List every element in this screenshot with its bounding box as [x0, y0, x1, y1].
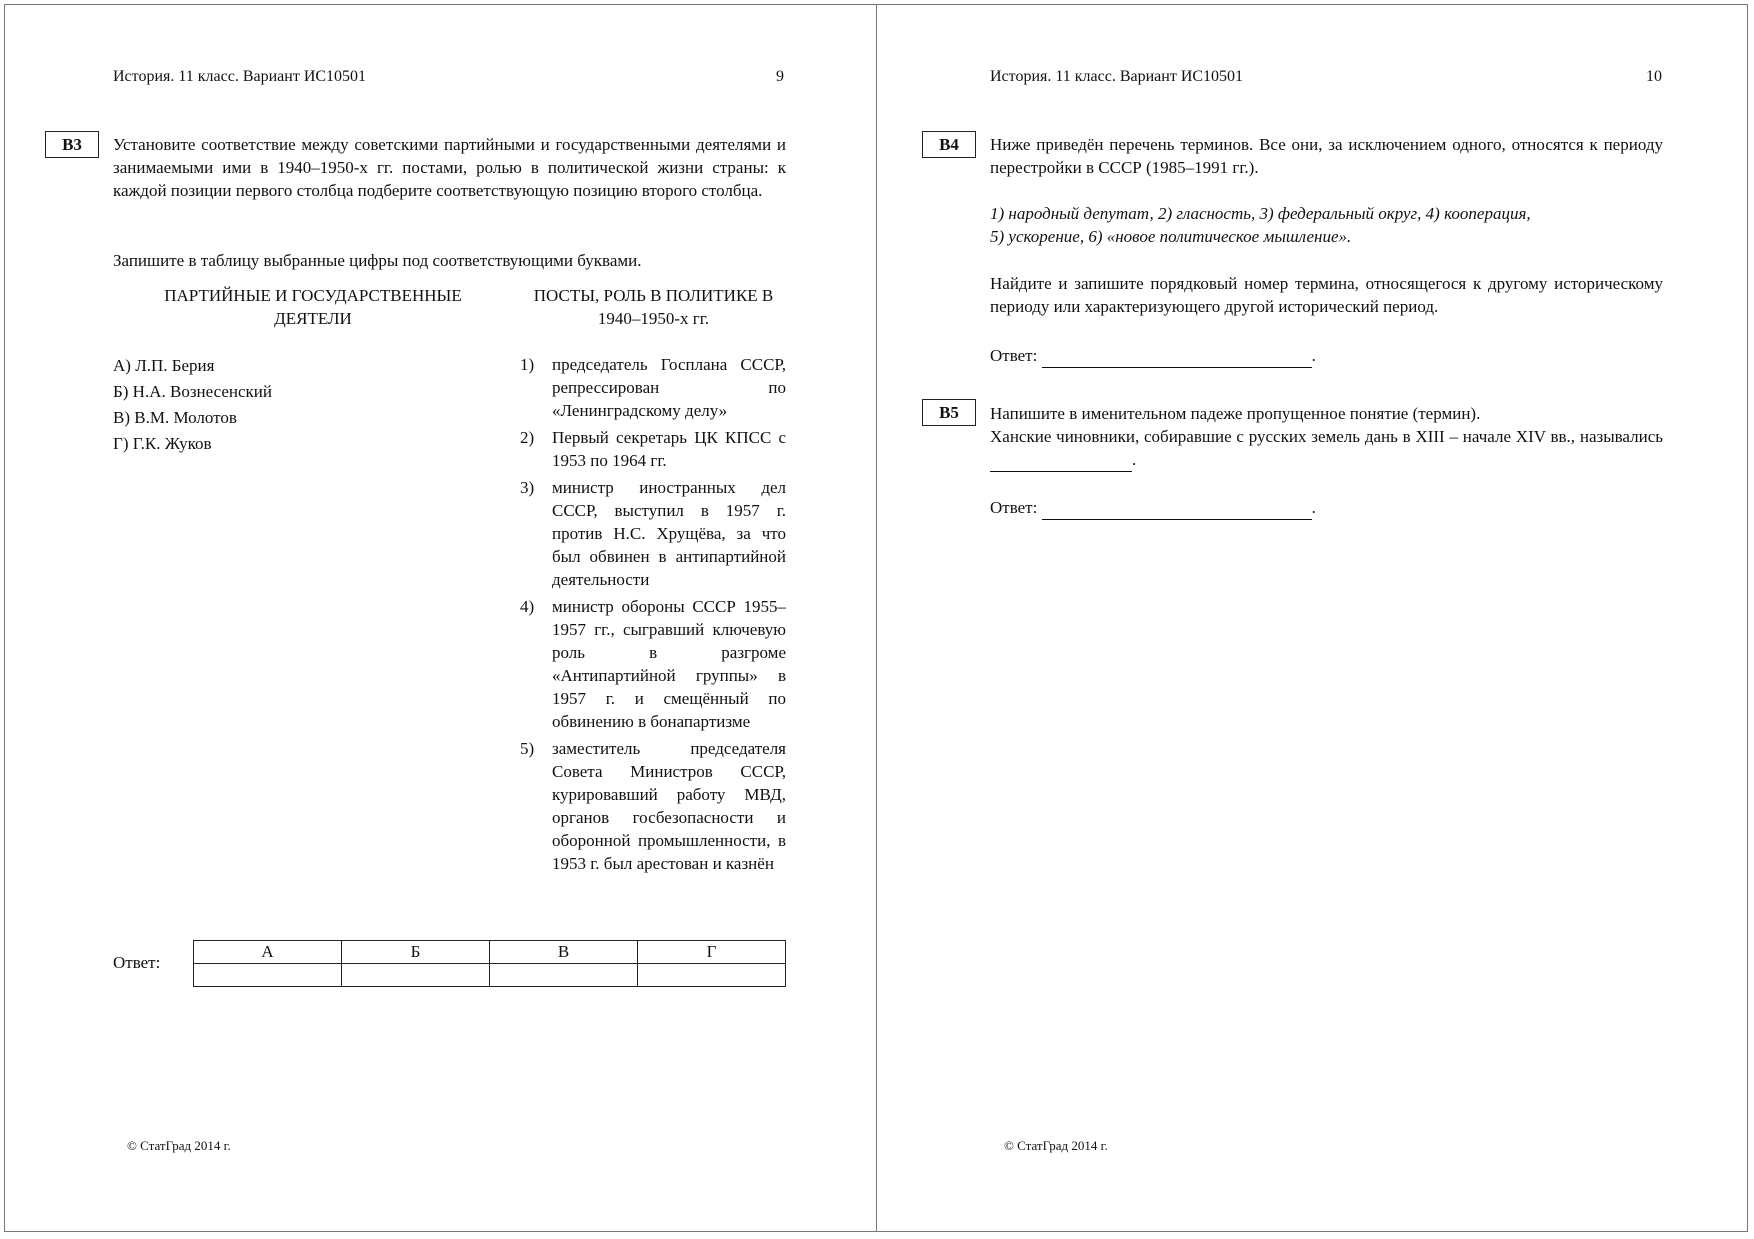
post-item: [520, 595, 786, 733]
answer-label: Ответ:: [990, 498, 1038, 517]
answer-column-header: А: [194, 941, 342, 964]
answer-line[interactable]: [1042, 496, 1312, 520]
figures-list: [113, 353, 272, 457]
post-number: 5): [520, 739, 535, 758]
task-label-b5: B5: [922, 399, 976, 426]
answer-cell[interactable]: [638, 964, 786, 987]
column-heading-posts: ПОСТЫ, РОЛЬ В ПОЛИТИКЕ В 1940–1950-х гг.: [533, 286, 774, 328]
post-text: министр обороны СССР 1955–1957 гг., сыгравший ключевую роль в разгроме «Антипартийной группы» в 1957 г. и смещённый по обвинению в бонапартизме: [552, 597, 786, 731]
terms-line: 1) народный депутат, 2) гласность, 3) федеральный округ, 4) кооперация,: [990, 204, 1531, 223]
figure-item: В) В.М. Молотов: [113, 408, 237, 427]
answer-cell[interactable]: [342, 964, 490, 987]
task-b4-intro: Ниже приведён перечень терминов. Все они, за исключением одного, относятся к периоду перестройки в СССР (1985–1991 гг.).: [990, 135, 1663, 177]
post-text: председатель Госплана СССР, репрессирован по «Ленинградскому делу»: [552, 355, 786, 420]
task-b5-line: Ханские чиновники, собиравшие с русских земель дань в XIII – начале XIV вв., назывались: [990, 427, 1663, 446]
post-item: [520, 426, 786, 472]
page-footer: © СтатГрад 2014 г.: [1004, 1138, 1108, 1153]
task-label-b4: B4: [922, 131, 976, 158]
task-b5-line: Напишите в именительном падеже пропущенное понятие (термин).: [990, 404, 1481, 423]
answer-column-header: Г: [638, 941, 786, 964]
page-header: История. 11 класс. Вариант ИС10501: [113, 68, 367, 85]
task-b4-answer: Ответ: .: [990, 344, 1663, 368]
page-header: История. 11 класс. Вариант ИС10501: [990, 68, 1244, 85]
answer-table: [193, 940, 786, 987]
figure-item: А) Л.П. Берия: [113, 356, 215, 375]
task-b4-terms: [990, 202, 1663, 248]
answer-column-header: В: [490, 941, 638, 964]
answer-column-header: Б: [342, 941, 490, 964]
post-item: [520, 476, 786, 591]
post-text: Первый секретарь ЦК КПСС с 1953 по 1964 гг.: [552, 428, 786, 470]
task-b4-question: Найдите и запишите порядковый номер термина, относящегося к другому историческому периоду или характеризующего другой исторический период.: [990, 274, 1663, 316]
answer-cell[interactable]: [194, 964, 342, 987]
task-b5-answer: Ответ: .: [990, 496, 1663, 520]
post-text: заместитель председателя Совета Министров СССР, курировавший работу МВД, органов госбезопасности и оборонной промышленности, в 1953 г. был арестован и казнён: [552, 739, 786, 873]
terms-line: 5) ускорение, 6) «новое политическое мышление».: [990, 227, 1352, 246]
answer-label: Ответ:: [990, 346, 1038, 365]
post-number: 2): [520, 428, 535, 447]
page-footer: © СтатГрад 2014 г.: [127, 1138, 231, 1153]
post-number: 3): [520, 478, 535, 497]
answer-cell[interactable]: [490, 964, 638, 987]
column-heading-figures: ПАРТИЙНЫЕ И ГОСУДАРСТВЕННЫЕ ДЕЯТЕЛИ: [164, 286, 462, 328]
figure-item: Б) Н.А. Вознесенский: [113, 382, 272, 401]
task-b3-write-instruction: Запишите в таблицу выбранные цифры под соответствующими буквами.: [113, 251, 642, 270]
post-item: [520, 737, 786, 875]
figure-item: Г) Г.К. Жуков: [113, 434, 212, 453]
page-number: 10: [1646, 68, 1662, 85]
post-number: 4): [520, 597, 535, 616]
task-b3-instruction: Установите соответствие между советскими партийными и государственными деятелями и занимаемыми ими в 1940–1950-х гг. постами, ролью в политической жизни страны: к каждой позиции первого столбца подберите соответствующую позицию второго столбца.: [113, 135, 786, 200]
posts-list: [520, 353, 786, 879]
task-b5-question: Ханские чиновники, собиравшие с русских земель дань в XIII – начале XIV вв., назывались .: [990, 425, 1663, 472]
answer-label: Ответ:: [113, 953, 161, 972]
answer-line[interactable]: [1042, 344, 1312, 368]
left-page: [0, 0, 876, 1239]
post-item: [520, 353, 786, 422]
blank-line[interactable]: [990, 448, 1132, 472]
task-label-b3: B3: [45, 131, 99, 158]
post-text: министр иностранных дел СССР, выступил в 1957 г. против Н.С. Хрущёва, за что был обвинен в антипартийной деятельности: [552, 478, 786, 589]
right-page: [877, 0, 1754, 1239]
page-number: 9: [776, 68, 784, 85]
post-number: 1): [520, 355, 535, 374]
task-b5-text: [990, 402, 1663, 472]
